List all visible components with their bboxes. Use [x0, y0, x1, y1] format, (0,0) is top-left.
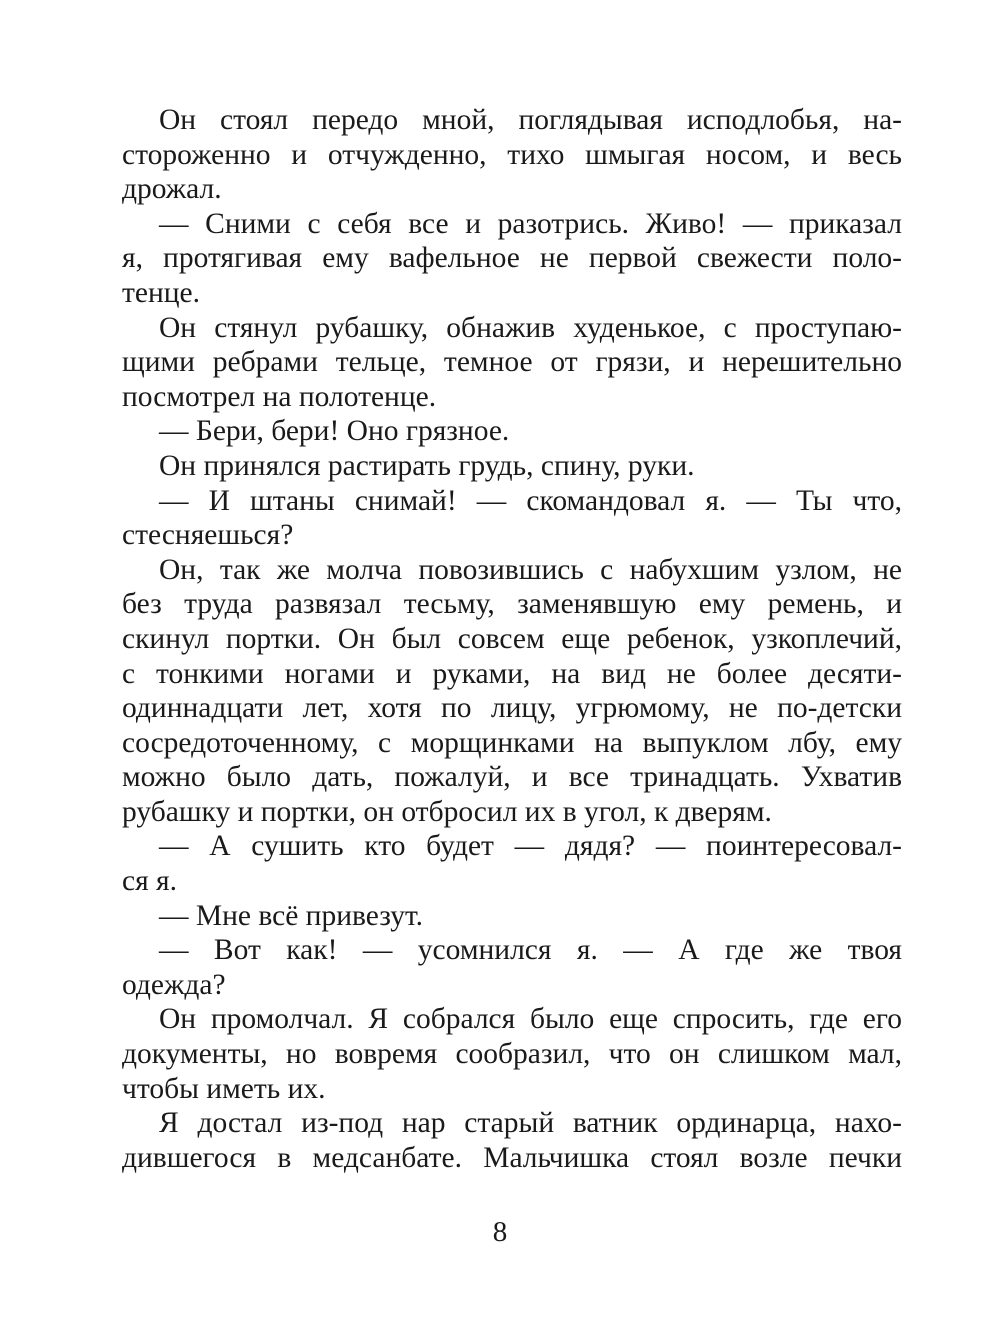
text-line: Он стянул рубашку, обнажив худенькое, с проступаю-	[159, 311, 902, 344]
text-line: стесняешься?	[122, 519, 294, 552]
text-line: щими ребрами тельце, темное от грязи, и нерешительно	[122, 346, 902, 379]
page-number: 8	[492, 1216, 508, 1248]
text-line: документы, но вовремя сообразил, что он слишком мал,	[122, 1038, 902, 1071]
text-line: ся я.	[122, 865, 177, 898]
text-line: — А сушить кто будет — дядя? — поинтересовал-	[159, 830, 902, 863]
text-line: можно было дать, пожалуй, и все тринадцать. Ухватив	[122, 761, 902, 794]
text-line: дившегося в медсанбате. Мальчишка стоял возле печки	[122, 1141, 902, 1174]
text-line: я, протягивая ему вафельное не первой свежести поло-	[122, 242, 902, 275]
text-line: одежда?	[122, 968, 226, 1001]
text-line: Он стоял передо мной, поглядывая исподлобья, на-	[159, 104, 902, 136]
text-line: Он, так же молча повозившись с набухшим узлом, не	[159, 553, 902, 586]
text-line: — Вот как! — усомнился я. — А где же твоя	[159, 934, 902, 967]
text-line: рубашку и портки, он отбросил их в угол, к дверям.	[122, 795, 772, 828]
text-line: с тонкими ногами и руками, на вид не более десяти-	[122, 657, 902, 690]
text-line: Я достал из-под нар старый ватник ординарца, нахо-	[159, 1107, 902, 1140]
text-line: — И штаны снимай! — скомандовал я. — Ты что,	[159, 484, 902, 517]
text-line: без труда развязал тесьму, заменявшую ему ремень, и	[122, 588, 902, 621]
text-line: стороженно и отчужденно, тихо шмыгая носом, и весь	[122, 138, 902, 171]
text-line: — Сними с себя все и разотрись. Живо! — приказал	[159, 207, 902, 240]
text-line: посмотрел на полотенце.	[122, 380, 437, 413]
text-line: одиннадцати лет, хотя по лицу, угрюмому, не по-детски	[122, 692, 902, 725]
text-line: чтобы иметь их.	[122, 1072, 326, 1105]
text-line: — Бери, бери! Оно грязное.	[159, 415, 510, 448]
text-line: Он принялся растирать грудь, спину, руки.	[159, 449, 695, 482]
text-line: Он промолчал. Я собрался было еще спросить, где его	[159, 1003, 902, 1036]
text-line: — Мне всё привезут.	[159, 899, 424, 932]
text-line: скинул портки. Он был совсем еще ребенок, узкоплечий,	[122, 622, 902, 655]
book-page-text	[122, 103, 902, 1175]
text-line: тенце.	[122, 276, 201, 309]
text-line: сосредоточенному, с морщинками на выпуклом лбу, ему	[122, 726, 902, 759]
text-line: дрожал.	[122, 173, 222, 206]
